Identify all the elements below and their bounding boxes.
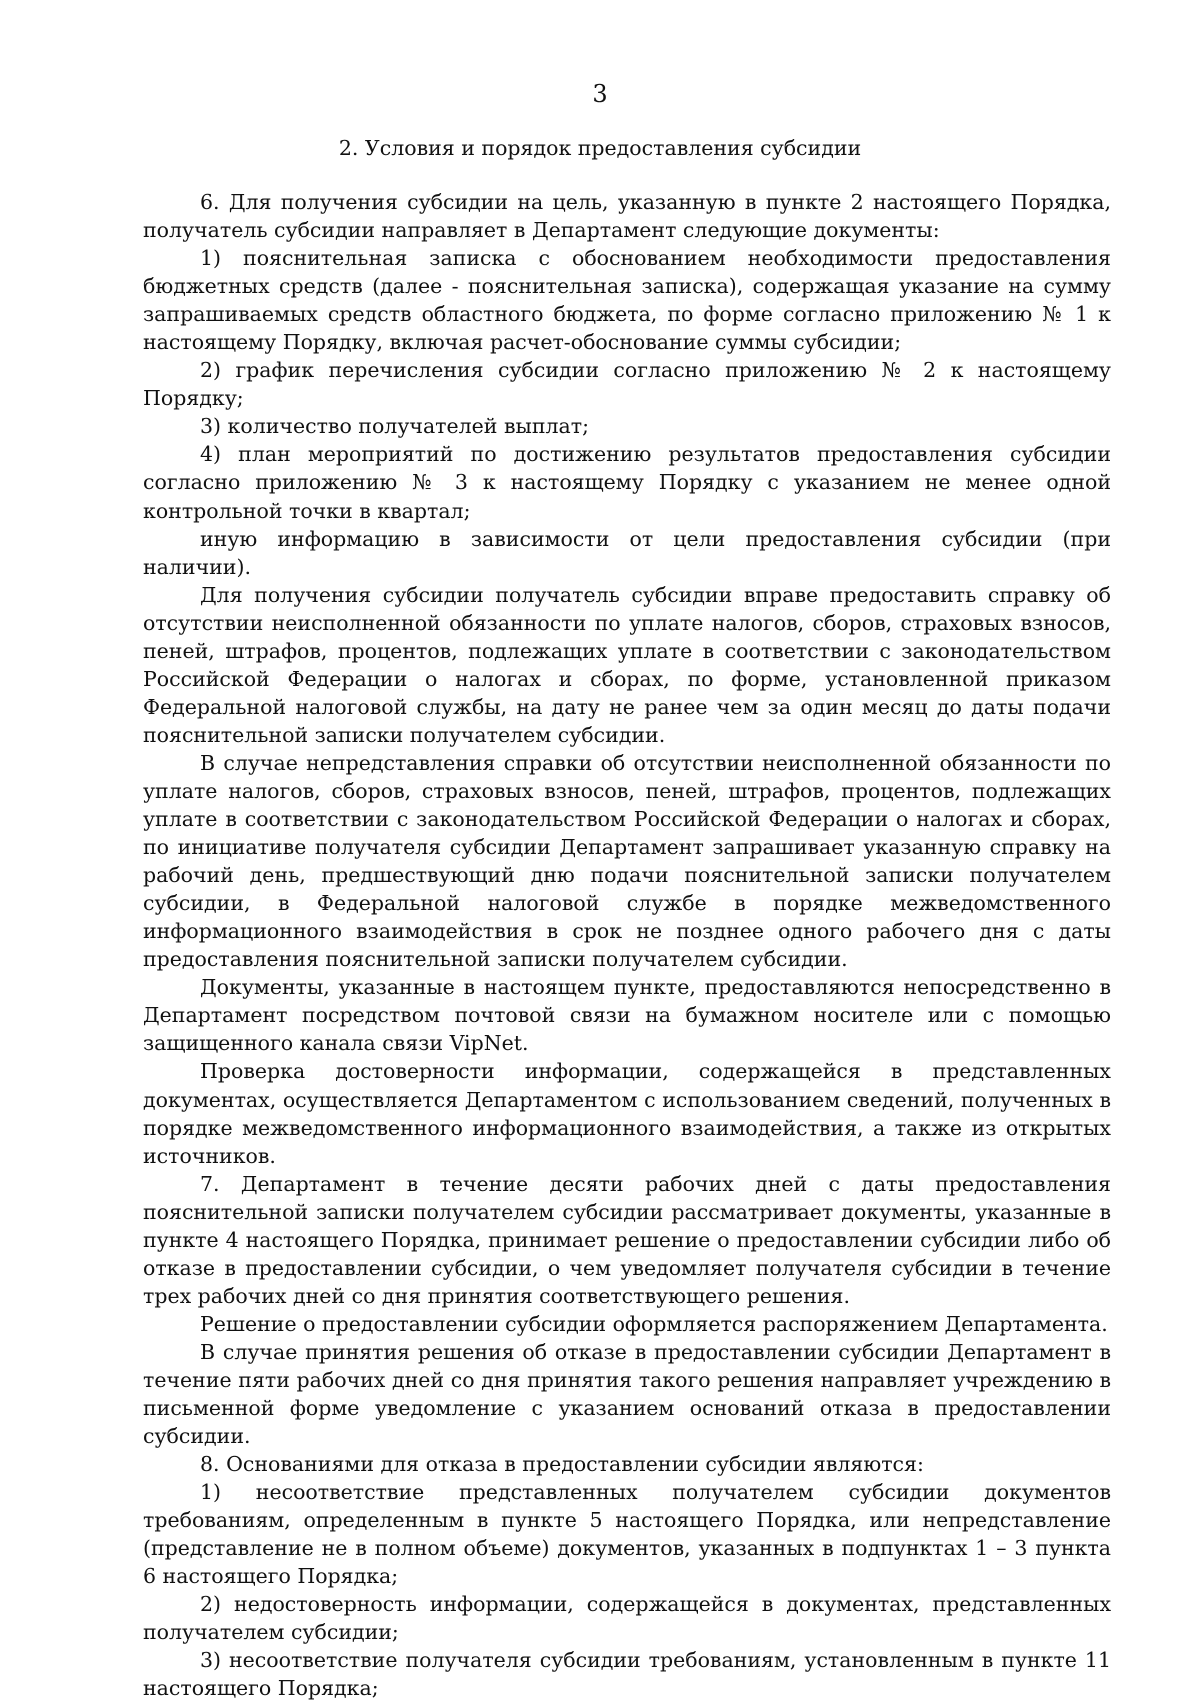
paragraph-6-intro: 6. Для получения субсидии на цель, указанную в пункте 2 настоящего Порядка, получатель субсидии направляет в Департамент следующие документы: [143,190,1111,243]
paragraph-refusal-notice: В случае принятия решения об отказе в предоставлении субсидии Департамент в течение пяти рабочих дней со дня принятия такого решения направляет учреждению в письменной форме уведомление с указанием оснований отказа в предоставлении субсидии. [143,1339,1111,1449]
list-item-4-action-plan: 4) план мероприятий по достижению результатов предоставления субсидии согласно приложению № 3 к настоящему Порядку с указанием не менее одной контрольной точки в квартал; [143,442,1111,523]
list-item-other-info: иную информацию в зависимости от цели предоставления субсидии (при наличии). [143,526,1111,579]
refusal-ground-3: 3) несоответствие получателя субсидии требованиям, установленным в пункте 11 настоящего Порядка; [143,1648,1111,1701]
page-number: 3 [592,80,608,108]
paragraph-tax-certificate: Для получения субсидии получатель субсидии вправе предоставить справку об отсутствии неисполненной обязанности по уплате налогов, сборов, страховых взносов, пеней, штрафов, процентов, подлежащих уплате в соответствии с законодательством Российской Федерации о налогах и сборах, по форме, установленной приказом Федеральной налоговой службы, на дату не ранее чем за один месяц до даты подачи пояснительной записки получателем субсидии. [143,582,1111,747]
refusal-ground-1: 1) несоответствие представленных получателем субсидии документов требованиям, определенным в пункте 5 настоящего Порядка, или непредставление (представление не в полном объеме) документов, указанных в подпунктах 1 – 3 пункта 6 настоящего Порядка; [143,1480,1111,1589]
paragraph-8-refusal-grounds: 8. Основаниями для отказа в предоставлении субсидии являются: [200,1452,924,1477]
paragraph-decision: Решение о предоставлении субсидии оформляется распоряжением Департамента. [200,1311,1108,1336]
list-item-3-recipients-count: 3) количество получателей выплат; [200,414,589,439]
list-item-2-payment-schedule: 2) график перечисления субсидии согласно приложению № 2 к настоящему Порядку; [143,358,1111,411]
paragraph-7-review: 7. Департамент в течение десяти рабочих дней с даты предоставления пояснительной записки получателем субсидии рассматривает документы, указанные в пункте 4 настоящего Порядка, принимает решение о предоставлении субсидии либо об отказе в предоставлении субсидии, о чем уведомляет получателя субсидии в течение трех рабочих дней со дня принятия соответствующего решения. [143,1171,1111,1308]
section-title: 2. Условия и порядок предоставления субсидии [338,136,862,160]
paragraph-verification: Проверка достоверности информации, содержащейся в представленных документах, осуществляется Департаментом с использованием сведений, полученных в порядке межведомственного информационного взаимодействия, а также из открытых источников. [143,1059,1111,1168]
paragraph-document-delivery: Документы, указанные в настоящем пункте, предоставляются непосредственно в Департамент посредством почтовой связи на бумажном носителе или с помощью защищенного канала связи VipNet. [143,975,1111,1056]
document-body [143,188,1111,1703]
list-item-1-explanatory-note: 1) пояснительная записка с обоснованием необходимости предоставления бюджетных средств (далее - пояснительная записка), содержащая указание на сумму запрашиваемых средств областного бюджета, по форме согласно приложению № 1 к настоящему Порядку, включая расчет-обоснование суммы субсидии; [143,246,1111,355]
paragraph-certificate-request: В случае непредставления справки об отсутствии неисполненной обязанности по уплате налогов, сборов, страховых взносов, пеней, штрафов, процентов, подлежащих уплате в соответствии с законодательством Российской Федерации о налогах и сборах, по инициативе получателя субсидии Департамент запрашивает указанную справку на рабочий день, предшествующий дню подачи пояснительной записки получателем субсидии, в Федеральной налоговой службе в порядке межведомственного информационного взаимодействия в срок не позднее одного рабочего дня с даты предоставления пояснительной записки получателем субсидии. [143,750,1111,972]
refusal-ground-2: 2) недостоверность информации, содержащейся в документах, представленных получателем субсидии; [143,1592,1111,1645]
